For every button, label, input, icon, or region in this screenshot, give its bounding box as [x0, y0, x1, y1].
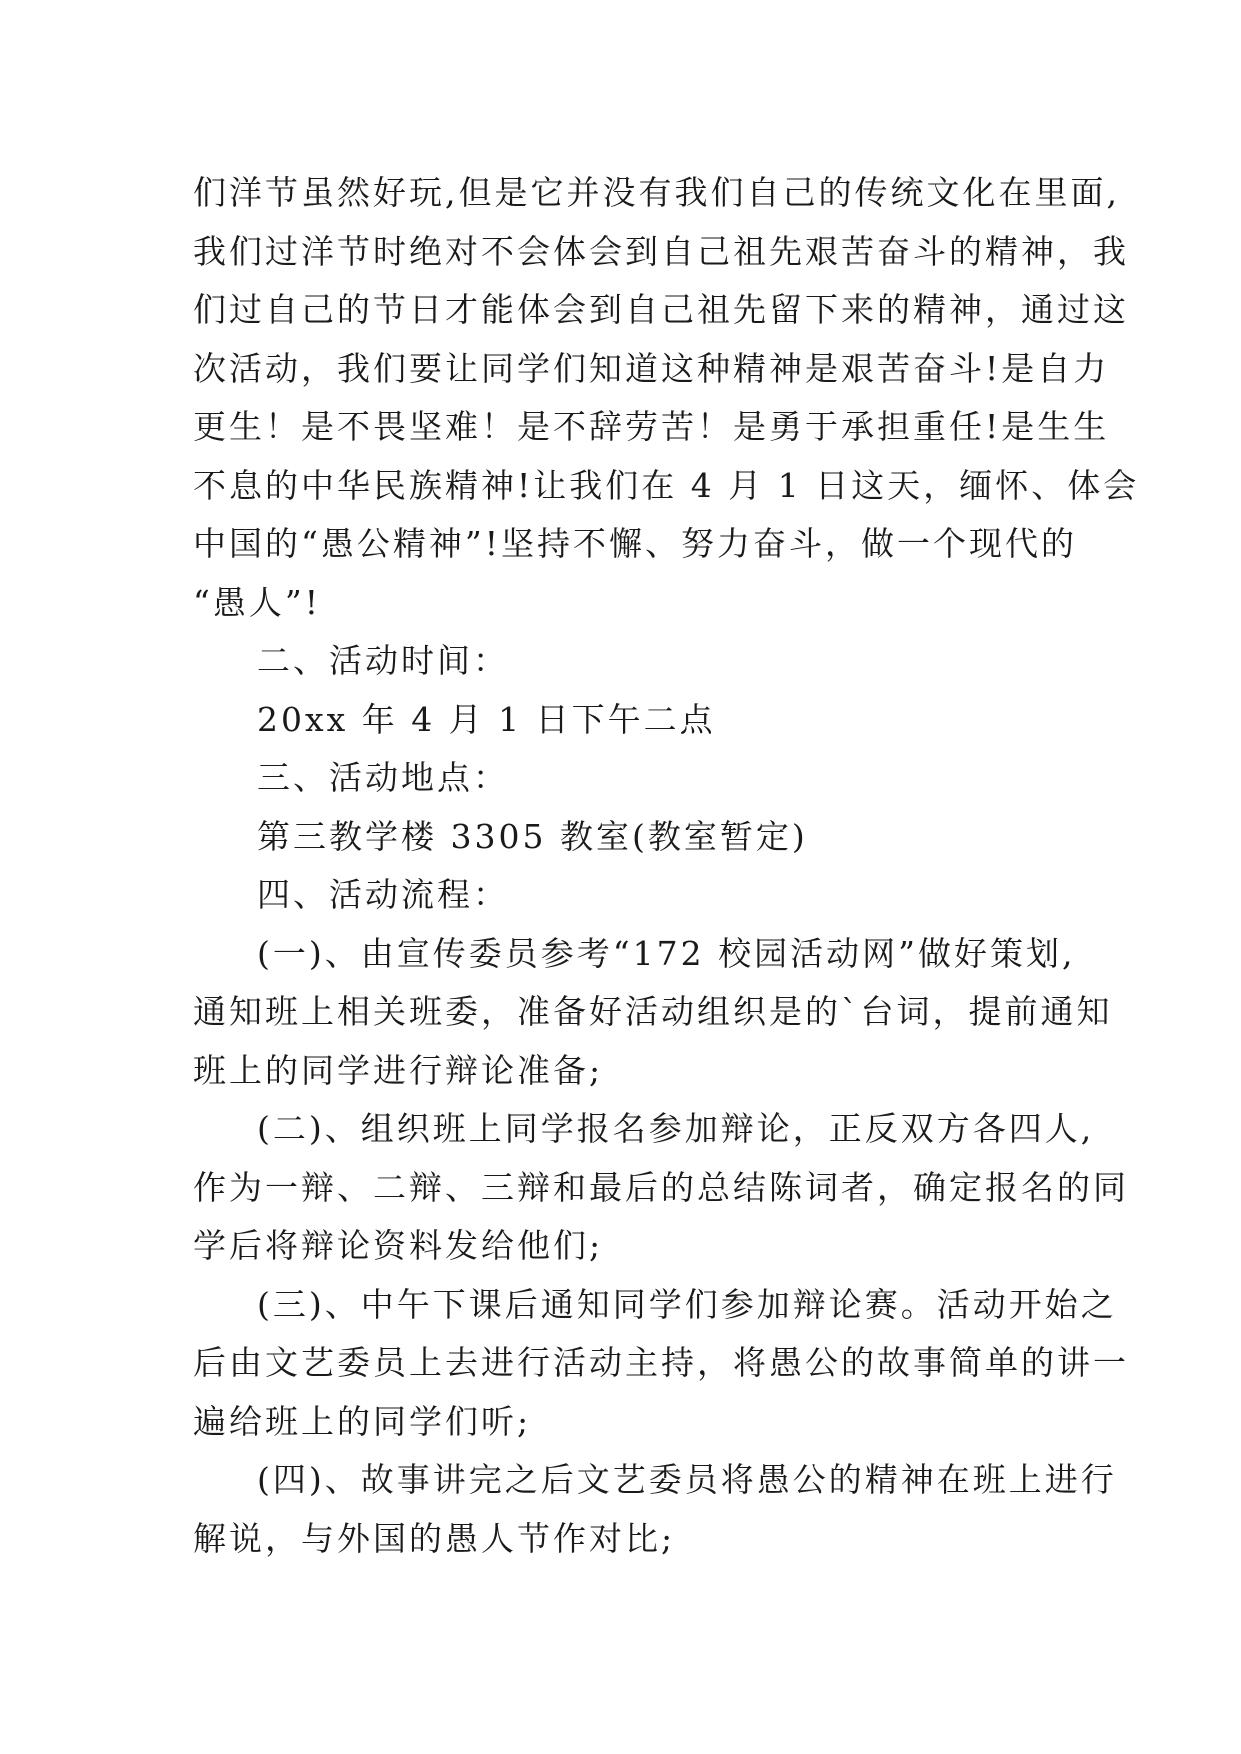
text-line: 班上的同学进行辩论准备; — [193, 1050, 604, 1090]
text-line: 我们过洋节时绝对不会体会到自己祖先艰苦奋斗的精神，我 — [193, 231, 1129, 271]
body-text — [193, 164, 1140, 1568]
process-step-2-line: (二)、组织班上同学报名参加辩论，正反双方各四人, — [257, 1109, 1095, 1148]
section-heading-time: 二、活动时间： — [257, 641, 509, 680]
activity-time-value: 20xx 年 4 月 1 日下午二点 — [257, 699, 716, 739]
section-heading-location: 三、活动地点： — [257, 758, 509, 797]
text-line: 次活动，我们要让同学们知道这种精神是艰苦奋斗!是自力 — [193, 348, 1110, 388]
text-line: 遍给班上的同学们听; — [193, 1401, 532, 1441]
activity-location-value: 第三教学楼 3305 教室(教室暂定) — [257, 816, 808, 856]
text-line: 通知班上相关班委，准备好活动组织是的`台词，提前通知 — [193, 992, 1113, 1031]
process-step-1-line: (一)、由宣传委员参考“172 校园活动网”做好策划, — [257, 933, 1076, 973]
section-heading-process: 四、活动流程： — [257, 875, 509, 914]
process-step-3-line: (三)、中午下课后通知同学们参加辩论赛。活动开始之 — [257, 1284, 1117, 1324]
text-line: 解说，与外国的愚人节作对比; — [193, 1518, 676, 1558]
process-step-4-line: (四)、故事讲完之后文艺委员将愚公的精神在班上进行 — [257, 1460, 1117, 1499]
text-line: “愚人”! — [193, 582, 322, 622]
text-line: 们洋节虽然好玩,但是它并没有我们自己的传统文化在里面, — [193, 173, 1120, 212]
text-line: 学后将辩论资料发给他们; — [193, 1226, 604, 1265]
text-line: 后由文艺委员上去进行活动主持，将愚公的故事简单的讲一 — [193, 1343, 1129, 1382]
text-line: 们过自己的节日才能体会到自己祖先留下来的精神，通过这 — [193, 290, 1129, 329]
text-line: 中国的“愚公精神”!坚持不懈、努力奋斗，做一个现代的 — [193, 524, 1078, 563]
text-line: 更生！是不畏坚难！是不辞劳苦！是勇于承担重任!是生生 — [193, 407, 1110, 446]
text-line: 不息的中华民族精神!让我们在 4 月 1 日这天，缅怀、体会 — [193, 465, 1140, 505]
text-line: 作为一辩、二辩、三辩和最后的总结陈词者，确定报名的同 — [193, 1167, 1129, 1207]
